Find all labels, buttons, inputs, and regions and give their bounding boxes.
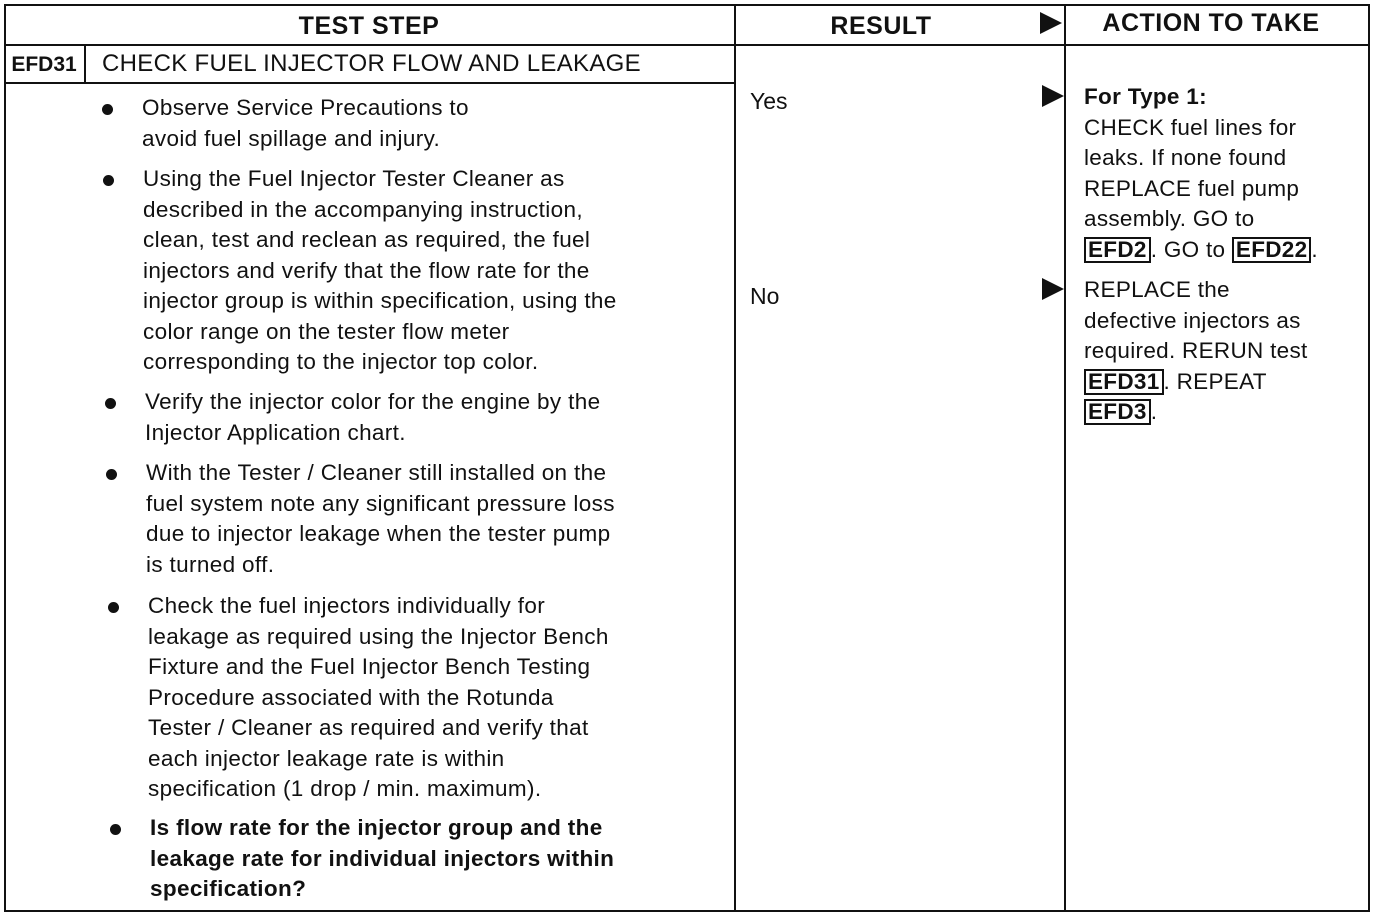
header-test-step: TEST STEP xyxy=(298,12,440,40)
action-line: leaks. If none found xyxy=(1084,145,1287,170)
action-line: defective injectors as xyxy=(1084,307,1301,333)
bullet-line: injector group is within specification, using the xyxy=(143,288,617,313)
column-divider-action xyxy=(1064,4,1066,912)
bullet-dot-icon xyxy=(105,398,116,409)
bullet-line: color range on the tester flow meter xyxy=(143,318,510,344)
arrow-right-icon xyxy=(1040,12,1062,34)
bullet-line: Verify the injector color for the engine by the xyxy=(145,389,601,414)
action-line: REPLACE fuel pump xyxy=(1084,175,1300,201)
bullet-item xyxy=(145,387,600,448)
action-no xyxy=(1084,275,1308,428)
bullet-line: Check the fuel injectors individually for xyxy=(148,593,546,618)
bullet-item xyxy=(146,458,615,580)
header-divider xyxy=(4,44,1370,46)
header-action-to-take: ACTION TO TAKE xyxy=(1102,9,1320,37)
bullet-line: Injector Application chart. xyxy=(145,419,406,445)
bullet-line: Observe Service Precautions to xyxy=(142,95,469,120)
arrow-right-icon xyxy=(1042,85,1064,107)
bullet-line: Is flow rate for the injector group and the xyxy=(150,815,603,840)
action-line-refs xyxy=(1084,235,1318,266)
bullet-line: due to injector leakage when the tester pump xyxy=(146,521,611,546)
header-result: RESULT xyxy=(830,12,932,40)
bullet-line: avoid fuel spillage and injury. xyxy=(142,125,441,151)
bullet-dot-icon xyxy=(102,104,113,115)
bullet-item xyxy=(142,93,469,154)
bullet-item-question xyxy=(150,813,614,905)
action-line: CHECK fuel lines for xyxy=(1084,114,1297,140)
bullet-line: Tester / Cleaner as required and verify that xyxy=(148,715,589,740)
action-line: REPLACE the xyxy=(1084,277,1230,302)
bullet-line: is turned off. xyxy=(146,551,275,577)
result-no: No xyxy=(750,283,780,309)
action-text: . xyxy=(1150,399,1158,424)
bullet-item xyxy=(148,591,609,805)
action-line-refs xyxy=(1084,367,1308,398)
step-reference-efd2[interactable]: EFD2 xyxy=(1084,237,1151,263)
bullet-dot-icon xyxy=(110,824,121,835)
action-text: . xyxy=(1311,236,1318,262)
bullet-line: specification? xyxy=(150,876,307,901)
bullet-line: leakage rate for individual injectors within xyxy=(150,845,615,871)
bullet-line: specification (1 drop / min. maximum). xyxy=(148,776,542,801)
bullet-line: leakage as required using the Injector Bench xyxy=(148,623,609,649)
bullet-line: Procedure associated with the Rotunda xyxy=(148,684,554,710)
step-title-divider xyxy=(4,82,736,84)
action-heading: For Type 1: xyxy=(1084,84,1207,109)
action-line-refs xyxy=(1084,397,1308,428)
bullet-line: clean, test and reclean as required, the fuel xyxy=(143,227,591,252)
bullet-line: injectors and verify that the flow rate for the xyxy=(143,257,590,283)
bullet-line: described in the accompanying instruction, xyxy=(143,196,583,222)
bullet-line: each injector leakage rate is within xyxy=(148,745,505,771)
bullet-item xyxy=(143,164,617,378)
step-reference-efd31[interactable]: EFD31 xyxy=(1084,369,1164,395)
step-reference-efd3[interactable]: EFD3 xyxy=(1084,399,1151,425)
action-line: assembly. GO to xyxy=(1084,206,1255,231)
step-reference-efd22[interactable]: EFD22 xyxy=(1232,237,1312,263)
step-title: CHECK FUEL INJECTOR FLOW AND LEAKAGE xyxy=(102,50,641,77)
action-text: . REPEAT xyxy=(1163,368,1267,394)
result-yes: Yes xyxy=(750,88,788,114)
action-line: required. RERUN test xyxy=(1084,338,1308,363)
bullet-line: Fixture and the Fuel Injector Bench Testing xyxy=(148,654,591,679)
step-id: EFD31 xyxy=(4,46,86,82)
action-yes xyxy=(1084,82,1318,265)
bullet-dot-icon xyxy=(103,175,114,186)
column-divider-result xyxy=(734,4,736,912)
arrow-right-icon xyxy=(1042,278,1064,300)
bullet-line: fuel system note any significant pressure loss xyxy=(146,490,615,516)
bullet-dot-icon xyxy=(108,602,119,613)
bullet-line: Using the Fuel Injector Tester Cleaner as xyxy=(143,166,565,191)
bullet-line: With the Tester / Cleaner still installed on the xyxy=(146,460,607,485)
bullet-line: corresponding to the injector top color. xyxy=(143,349,539,374)
action-text: . GO to xyxy=(1150,236,1232,262)
bullet-dot-icon xyxy=(106,469,117,480)
